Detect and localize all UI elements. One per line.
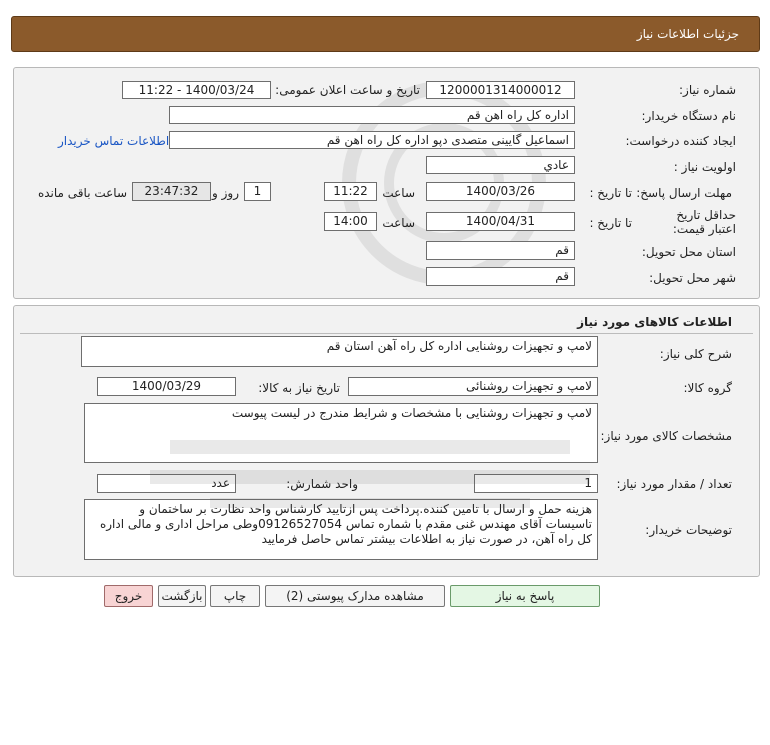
notes-label: توضیحات خریدار: [645,523,732,537]
announce-field: 1400/03/24 - 11:22 [122,81,271,99]
deadline-date-field: 1400/03/26 [426,182,575,201]
validity-to-date-label: تا تاریخ : [589,216,632,230]
buyer-org-field: اداره کل راه اهن قم [169,106,575,124]
deadline-time-field: 11:22 [324,182,377,201]
group-label: گروه کالا: [683,381,732,395]
need-date-label: تاریخ نیاز به کالا: [258,381,340,395]
city-field: قم [426,267,575,286]
validity-time-field: 14:00 [324,212,377,231]
remaining-time-field: 23:47:32 [132,182,211,201]
reply-button[interactable]: پاسخ به نیاز [450,585,600,607]
requester-label: ایجاد کننده درخواست: [625,134,736,148]
days-label: روز و [212,186,239,200]
buyer-contact-link[interactable]: اطلاعات تماس خریدار [58,134,170,148]
attachments-button[interactable]: مشاهده مدارک پیوستی (2) [265,585,445,607]
deadline-label: مهلت ارسال پاسخ: [636,186,732,200]
validity-label: حداقل تاریخ اعتبار قیمت: [672,208,736,236]
days-field: 1 [244,182,271,201]
priority-label: اولویت نیاز : [673,160,736,174]
page-header [11,16,760,52]
requester-field: اسماعیل گایینی متصدی دپو اداره کل راه اهن قم [169,131,575,149]
validity-time-label: ساعت [382,216,415,230]
summary-label: شرح کلی نیاز: [659,347,732,361]
goods-section-title: اطلاعات کالاهای مورد نیاز [577,315,732,329]
remaining-label: ساعت باقی مانده [37,186,127,200]
summary-field: لامپ و تجهیزات روشنایی اداره کل راه آهن استان قم [81,336,598,367]
back-button[interactable]: بازگشت [158,585,206,607]
specs-label: مشخصات کالای مورد نیاز: [600,429,732,443]
page-title: جزئیات اطلاعات نیاز [636,27,739,41]
exit-button[interactable]: خروج [104,585,153,607]
validity-date-field: 1400/04/31 [426,212,575,231]
qty-field: 1 [474,474,598,493]
province-field: قم [426,241,575,260]
priority-field: عادي [426,156,575,174]
print-button[interactable]: چاپ [210,585,260,607]
deadline-time-label: ساعت [382,186,415,200]
need-info-panel [13,67,760,299]
need-date-field: 1400/03/29 [97,377,236,396]
need-number-field: 1200001314000012 [426,81,575,99]
city-label: شهر محل تحویل: [649,271,736,285]
unit-label: واحد شمارش: [286,477,358,491]
goods-section-divider [20,333,753,334]
specs-field: لامپ و تجهیزات روشنایی با مشخصات و شرایط مندرج در لیست پیوست [84,403,598,463]
notes-field: هزینه حمل و ارسال با تامین کننده.پرداخت پس ازتایید کارشناس واحد نظارت بر ساختمان و تاسیسات آقای مهندس غنی مقدم با شماره تماس 09126527054وطی مراحل اداری و مالی اداره کل راه آهن، در صورت نیاز به اطلاعات بیشتر تماس حاصل فرمایید [84,499,598,560]
buyer-org-label: نام دستگاه خریدار: [641,109,736,123]
announce-label: تاریخ و ساعت اعلان عمومی: [275,83,420,97]
need-number-label: شماره نیاز: [679,83,736,97]
group-field: لامپ و تجهیزات روشنائی [348,377,598,396]
qty-label: تعداد / مقدار مورد نیاز: [616,477,732,491]
unit-field: عدد [97,474,236,493]
province-label: استان محل تحویل: [641,245,736,259]
deadline-to-date-label: تا تاریخ : [589,186,632,200]
